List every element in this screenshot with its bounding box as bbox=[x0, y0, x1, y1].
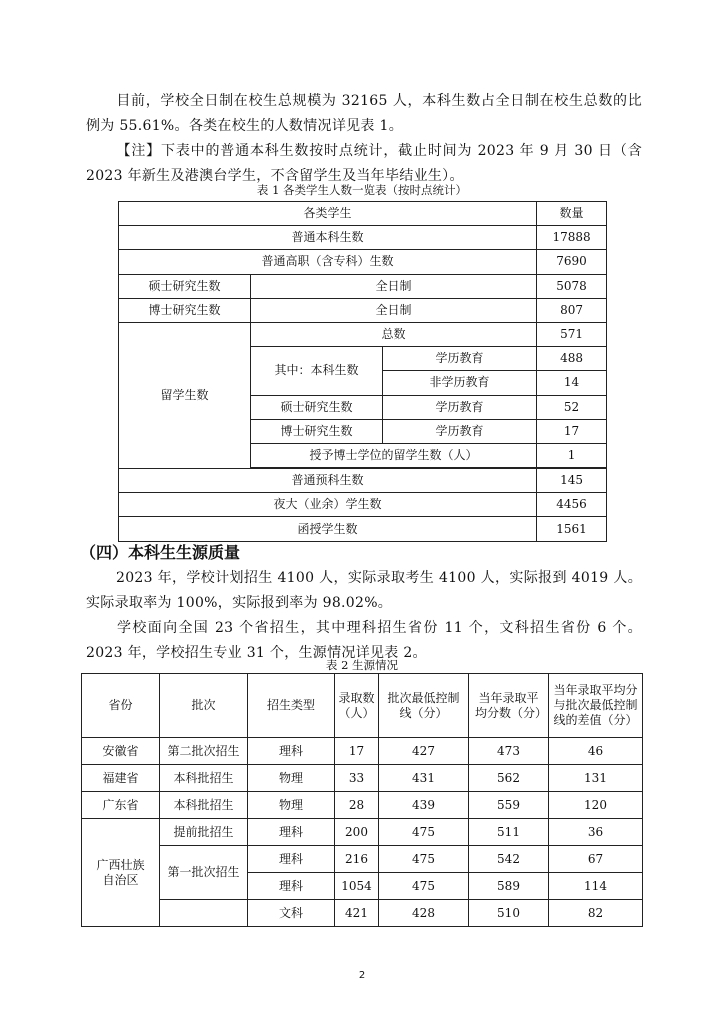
table-row bbox=[119, 202, 607, 226]
row-value: 807 bbox=[537, 298, 607, 322]
row-label: 普通本科生数 bbox=[119, 226, 537, 250]
row-value: 4456 bbox=[537, 493, 607, 517]
col-header: 当年录取平均分与批次最低控制线的差值（分） bbox=[549, 674, 643, 738]
table-row bbox=[82, 792, 643, 819]
col-header: 招生类型 bbox=[248, 674, 335, 738]
cell-type: 文科 bbox=[248, 900, 335, 927]
cell-min-line: 428 bbox=[379, 900, 469, 927]
enrollment-paragraph: 2023 年，学校计划招生 4100 人，实际录取考生 4100 人，实际报到 4019 人。实际录取率为 100%，实际报到率为 98.02%。 bbox=[86, 570, 642, 611]
table-header-row bbox=[82, 674, 643, 738]
row-value: 5078 bbox=[537, 274, 607, 298]
table-row bbox=[119, 517, 607, 541]
cell-min-line: 431 bbox=[379, 765, 469, 792]
table-row bbox=[119, 469, 607, 493]
row-label: 普通预科生数 bbox=[119, 469, 537, 493]
cell-batch-empty bbox=[160, 900, 248, 927]
cell-admitted: 200 bbox=[335, 819, 379, 846]
admission-source-table bbox=[81, 673, 643, 927]
row-value: 7690 bbox=[537, 250, 607, 274]
cell-province: 福建省 bbox=[82, 765, 160, 792]
header-category: 各类学生 bbox=[119, 202, 537, 226]
cell-batch: 提前批招生 bbox=[160, 819, 248, 846]
cell-type: 理科 bbox=[248, 819, 335, 846]
table-row bbox=[119, 298, 607, 322]
intl-label: 留学生数 bbox=[119, 322, 251, 468]
row-sublabel: 非学历教育 bbox=[383, 371, 537, 395]
table2-caption: 表 2 生源情况 bbox=[325, 658, 399, 672]
table-row bbox=[82, 765, 643, 792]
cell-batch: 本科批招生 bbox=[160, 792, 248, 819]
row-label: 普通高职（含专科）生数 bbox=[119, 250, 537, 274]
cell-batch: 第二批次招生 bbox=[160, 738, 248, 765]
cell-min-line: 475 bbox=[379, 873, 469, 900]
cell-type: 物理 bbox=[248, 792, 335, 819]
page-number: 2 bbox=[358, 970, 366, 981]
guangxi-label: 广西壮族自治区 bbox=[96, 857, 145, 887]
row-sublabel: 学历教育 bbox=[383, 395, 537, 419]
cell-min-line: 439 bbox=[379, 792, 469, 819]
cell-province: 广东省 bbox=[82, 792, 160, 819]
cell-avg: 559 bbox=[469, 792, 549, 819]
cell-diff: 120 bbox=[549, 792, 643, 819]
col-header: 批次 bbox=[160, 674, 248, 738]
table-row bbox=[119, 493, 607, 517]
cell-diff: 46 bbox=[549, 738, 643, 765]
cell-type: 物理 bbox=[248, 765, 335, 792]
cell-diff: 36 bbox=[549, 819, 643, 846]
cell-avg: 473 bbox=[469, 738, 549, 765]
cell-min-line: 427 bbox=[379, 738, 469, 765]
cell-admitted: 421 bbox=[335, 900, 379, 927]
header-count: 数量 bbox=[537, 202, 607, 226]
row-value: 52 bbox=[537, 395, 607, 419]
row-value: 488 bbox=[537, 347, 607, 371]
cell-diff: 114 bbox=[549, 873, 643, 900]
row-sublabel: 学历教育 bbox=[383, 419, 537, 443]
cell-type: 理科 bbox=[248, 873, 335, 900]
section-title: （四）本科生生源质量 bbox=[80, 543, 241, 562]
row-value: 145 bbox=[537, 469, 607, 493]
cell-avg: 562 bbox=[469, 765, 549, 792]
cell-diff: 67 bbox=[549, 846, 643, 873]
row-value: 1561 bbox=[537, 517, 607, 541]
row-label: 总数 bbox=[251, 322, 537, 346]
cell-min-line: 475 bbox=[379, 819, 469, 846]
source-paragraph: 学校面向全国 23 个省招生，其中理科招生省份 11 个，文科招生省份 6 个。2023 年，学校招生专业 31 个，生源情况详见表 2。 bbox=[86, 620, 642, 661]
student-count-table bbox=[118, 201, 607, 542]
cell-avg: 510 bbox=[469, 900, 549, 927]
row-sublabel: 学历教育 bbox=[383, 347, 537, 371]
col-header: 录取数（人） bbox=[335, 674, 379, 738]
cell-batch: 本科批招生 bbox=[160, 765, 248, 792]
cell-admitted: 33 bbox=[335, 765, 379, 792]
cell-admitted: 216 bbox=[335, 846, 379, 873]
table-row bbox=[119, 322, 607, 346]
row-label: 授予博士学位的留学生数（人） bbox=[251, 443, 537, 467]
col-header: 当年录取平均分数（分） bbox=[469, 674, 549, 738]
row-value: 571 bbox=[537, 322, 607, 346]
row-sublabel: 全日制 bbox=[251, 298, 537, 322]
cell-min-line: 475 bbox=[379, 846, 469, 873]
table-row bbox=[119, 226, 607, 250]
row-label: 函授学生数 bbox=[119, 517, 537, 541]
cell-admitted: 17 bbox=[335, 738, 379, 765]
cell-avg: 542 bbox=[469, 846, 549, 873]
row-value: 17888 bbox=[537, 226, 607, 250]
cell-type: 理科 bbox=[248, 738, 335, 765]
row-value: 14 bbox=[537, 371, 607, 395]
col-header: 批次最低控制线（分） bbox=[379, 674, 469, 738]
row-label: 硕士研究生数 bbox=[251, 395, 383, 419]
cell-diff: 82 bbox=[549, 900, 643, 927]
cell-avg: 511 bbox=[469, 819, 549, 846]
cell-province: 安徽省 bbox=[82, 738, 160, 765]
cell-avg: 589 bbox=[469, 873, 549, 900]
cell-province bbox=[82, 819, 160, 927]
row-label: 博士研究生数 bbox=[119, 298, 251, 322]
row-sublabel: 全日制 bbox=[251, 274, 537, 298]
row-value: 1 bbox=[537, 443, 607, 467]
col-header: 省份 bbox=[82, 674, 160, 738]
intro-note: 【注】下表中的普通本科生数按时点统计，截止时间为 2023 年 9 月 30 日（含 2023 年新生及港澳台学生，不含留学生及当年毕结业生）。 bbox=[86, 143, 642, 184]
cell-admitted: 1054 bbox=[335, 873, 379, 900]
table-row bbox=[82, 738, 643, 765]
row-label: 博士研究生数 bbox=[251, 419, 383, 443]
row-label: 其中：本科生数 bbox=[251, 347, 383, 395]
row-label: 硕士研究生数 bbox=[119, 274, 251, 298]
cell-diff: 131 bbox=[549, 765, 643, 792]
table1-caption: 表 1 各类学生人数一览表（按时点统计） bbox=[256, 183, 468, 197]
cell-admitted: 28 bbox=[335, 792, 379, 819]
row-value: 17 bbox=[537, 419, 607, 443]
table-row bbox=[119, 250, 607, 274]
table-row bbox=[82, 900, 643, 927]
intro-paragraph-1: 目前，学校全日制在校生总规模为 32165 人，本科生数占全日制在校生总数的比例为 55.61%。各类在校生的人数情况详见表 1。 bbox=[86, 93, 642, 134]
table-row bbox=[119, 274, 607, 298]
cell-batch: 第一批次招生 bbox=[160, 846, 248, 900]
table-row bbox=[82, 819, 643, 846]
cell-type: 理科 bbox=[248, 846, 335, 873]
table-row bbox=[82, 846, 643, 873]
row-label: 夜大（业余）学生数 bbox=[119, 493, 537, 517]
